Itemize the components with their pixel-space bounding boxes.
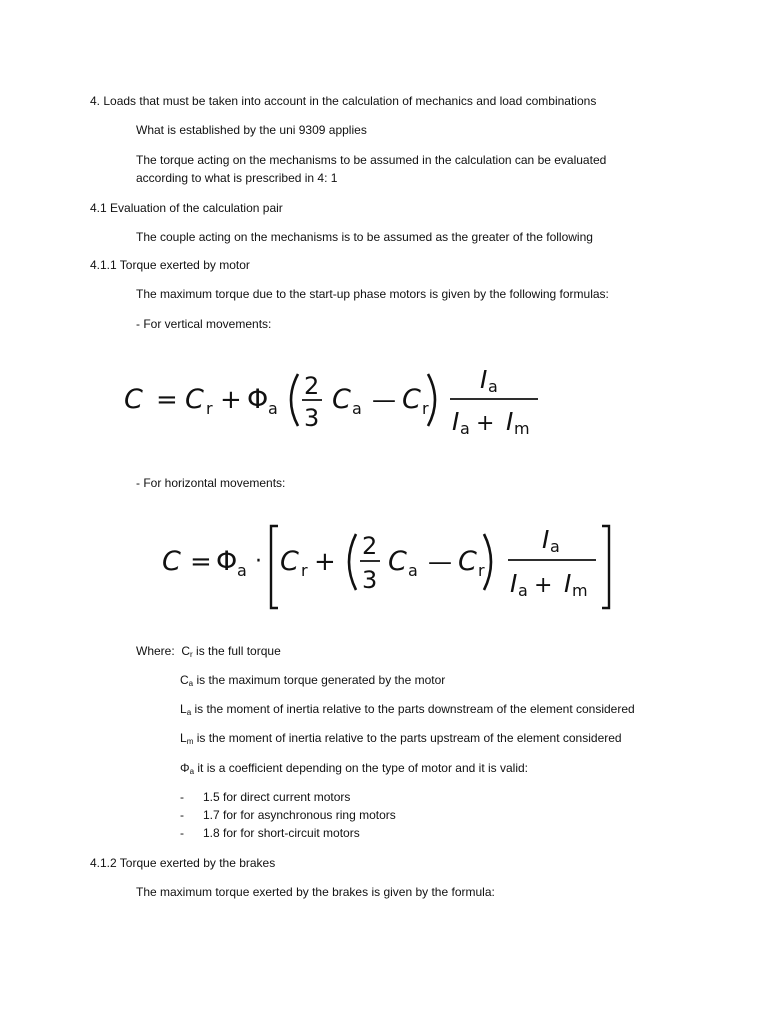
formula-c: C (402, 384, 421, 415)
horizontal-movements-label: - For horizontal movements: (136, 476, 286, 490)
list-dash: - (180, 826, 184, 840)
section-4-1-paragraph: The couple acting on the mechanisms is to be assumed as the greater of the following (136, 230, 593, 244)
formula-numerator: 2 (304, 372, 320, 400)
formula-sub: r (478, 561, 485, 580)
section-4-1-2-paragraph: The maximum torque exerted by the brakes is given by the formula: (136, 885, 495, 899)
list-item-text: 1.5 for direct current motors (203, 790, 351, 804)
formula-c: C (185, 384, 204, 415)
lm-definition-line (180, 730, 622, 746)
formula-denominator: 3 (304, 404, 320, 432)
list-item-text: 1.7 for for asynchronous ring motors (203, 808, 396, 822)
horizontal-formula (158, 518, 618, 614)
formula-sub: a (352, 399, 362, 418)
section-4-heading: 4. Loads that must be taken into account in the calculation of mechanics and load combinations (90, 94, 597, 108)
formula-i: I (564, 569, 572, 598)
vertical-formula (120, 360, 550, 440)
formula-plus: + (476, 411, 495, 436)
la-symbol: L (180, 702, 187, 716)
where-line (136, 643, 281, 659)
formula-c: C (332, 384, 351, 415)
formula-denominator: 3 (362, 566, 378, 594)
formula-minus: — (428, 548, 452, 576)
phi-symbol: Φ (180, 761, 190, 775)
vertical-movements-label: - For vertical movements: (136, 317, 272, 331)
section-4-paragraph-2 (136, 152, 606, 186)
la-subscript: a (186, 708, 192, 717)
formula-phi: Φ (247, 384, 269, 415)
formula-sub: a (237, 561, 247, 580)
formula-i: I (480, 365, 488, 394)
cr-symbol: C (181, 644, 191, 658)
formula-left-paren (291, 374, 298, 426)
formula-sub: r (301, 561, 308, 580)
formula-plus: + (534, 573, 553, 598)
formula-c: C (458, 546, 477, 577)
formula-i: I (452, 407, 460, 436)
formula-i: I (506, 407, 514, 436)
section-4-paragraph-2-line-1: The torque acting on the mechanisms to be assumed in the calculation can be evaluated (136, 153, 607, 167)
list-item (180, 789, 351, 807)
list-dash: - (180, 790, 184, 804)
formula-left-bracket (271, 526, 278, 608)
lm-symbol: L (180, 731, 187, 745)
formula-plus: + (220, 385, 242, 415)
phi-definition-line (180, 760, 528, 776)
formula-dot: · (255, 549, 262, 574)
lm-subscript: m (186, 737, 194, 746)
formula-right-paren (428, 374, 435, 426)
formula-left-paren (349, 534, 356, 590)
list-item-text: 1.8 for for short-circuit motors (203, 826, 360, 840)
formula-phi: Φ (216, 546, 238, 577)
section-4-1-1-paragraph: The maximum torque due to the start-up phase motors is given by the following formulas: (136, 287, 609, 301)
la-definition: is the moment of inertia relative to the parts downstream of the element considered (191, 702, 635, 716)
phi-definition: it is a coefficient depending on the type of motor and it is valid: (194, 761, 529, 775)
formula-equals: = (156, 385, 178, 415)
formula-c: C (388, 546, 407, 577)
section-4-1-1-heading: 4.1.1 Torque exerted by motor (90, 258, 250, 272)
section-4-paragraph-2-line-2: according to what is prescribed in 4: 1 (136, 171, 338, 185)
formula-c: C (280, 546, 299, 577)
formula-i: I (510, 569, 518, 598)
formula-equals: = (190, 547, 212, 577)
ca-definition-line (180, 672, 445, 688)
formula-c: C (162, 546, 181, 577)
lm-definition: is the moment of inertia relative to the parts upstream of the element considered (193, 731, 622, 745)
formula-sub: a (460, 419, 470, 438)
formula-sub: r (206, 399, 213, 418)
la-definition-line (180, 701, 635, 717)
formula-sub: a (408, 561, 418, 580)
formula-sub: a (488, 377, 498, 396)
formula-c: C (124, 384, 143, 415)
formula-minus: — (372, 386, 396, 414)
formula-sub: m (514, 419, 530, 438)
ca-symbol: C (180, 673, 189, 687)
formula-i: I (542, 525, 550, 554)
list-dash: - (180, 808, 184, 822)
formula-sub: a (518, 581, 528, 600)
formula-numerator: 2 (362, 532, 378, 560)
formula-sub: m (572, 581, 588, 600)
where-label: Where: (136, 644, 175, 658)
formula-right-bracket (602, 526, 609, 608)
formula-sub: a (550, 537, 560, 556)
section-4-1-2-heading: 4.1.2 Torque exerted by the brakes (90, 856, 276, 870)
list-item (180, 807, 396, 825)
cr-definition: is the full torque (192, 644, 281, 658)
cr-subscript: r (190, 650, 193, 659)
section-4-paragraph-1: What is established by the uni 9309 applies (136, 123, 367, 137)
formula-right-paren (484, 534, 491, 590)
motor-coefficient-list (180, 789, 396, 843)
section-4-1-heading: 4.1 Evaluation of the calculation pair (90, 201, 283, 215)
formula-plus: + (314, 547, 336, 577)
ca-subscript: a (188, 679, 194, 688)
ca-definition: is the maximum torque generated by the motor (193, 673, 446, 687)
formula-sub: r (422, 399, 429, 418)
list-item (180, 825, 360, 843)
formula-sub: a (268, 399, 278, 418)
phi-subscript: a (189, 767, 195, 776)
